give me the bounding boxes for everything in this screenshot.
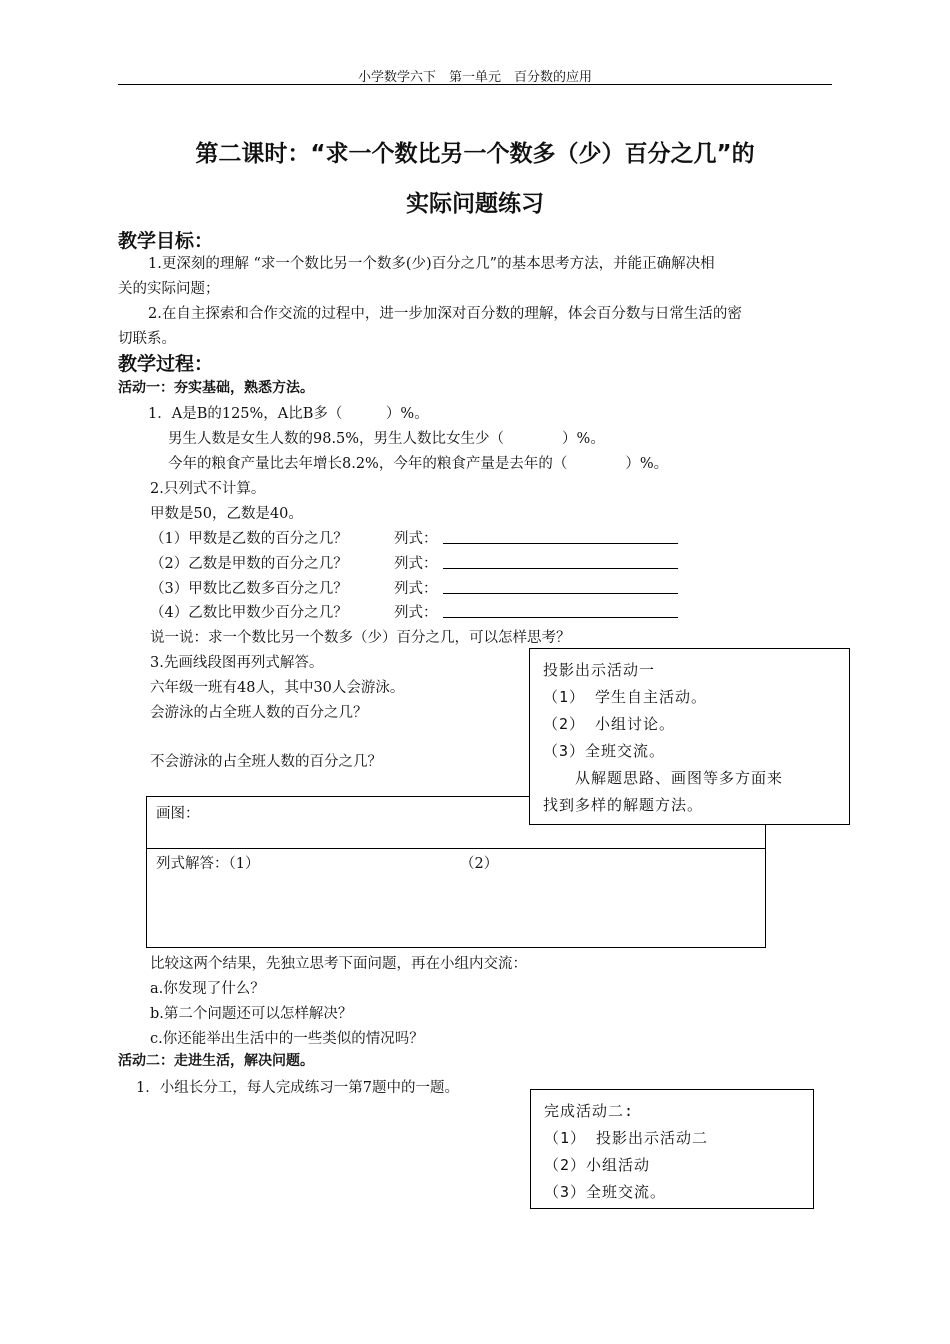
q2-item-4-label: 列式：: [394, 605, 438, 621]
process-heading: 教学过程：: [118, 353, 214, 375]
note-box-activity1: [529, 648, 850, 825]
q2-item-3-answer-line[interactable]: [443, 593, 678, 594]
note1-title: 投影出示活动一: [543, 661, 656, 679]
q2-item-1: （1）甲数是乙数的百分之几？: [150, 531, 348, 547]
objective-2-line1: 2.在自主探索和合作交流的过程中，进一步加深对百分数的理解，体会百分数与日常生活的密: [148, 306, 742, 322]
q1-part-c: 今年的粮食产量比去年增长8.2%，今年的粮食产量是去年的（ ）%。: [168, 456, 669, 472]
q2-item-2-answer-line[interactable]: [443, 568, 678, 569]
note2-line3: （3）全班交流。: [544, 1183, 667, 1201]
draw-label: 画图：: [156, 806, 200, 822]
header-rule: [118, 84, 832, 85]
q2-title: 2.只列式不计算。: [150, 481, 266, 497]
note2-line2: （2）小组活动: [544, 1156, 651, 1174]
objective-1-line1: 1.更深刻的理解 “求一个数比另一个数多(少)百分之几”的基本思考方法，并能正确解决相: [148, 256, 715, 272]
say-prompt: 说一说：求一个数比另一个数多（少）百分之几，可以怎样思考？: [150, 630, 571, 646]
q2-given: 甲数是50，乙数是40。: [150, 506, 303, 522]
lesson-title-line2: 实际问题练习: [406, 191, 544, 217]
q3-title: 3.先画线段图再列式解答。: [150, 655, 324, 671]
q3-given: 六年级一班有48人，其中30人会游泳。: [150, 680, 405, 696]
page-header: 小学数学六下 第一单元 百分数的应用: [357, 70, 592, 85]
q3-question-1: 会游泳的占全班人数的百分之几？: [150, 705, 368, 721]
objective-1-line2: 关的实际问题；: [118, 281, 220, 297]
note-box-activity2: [530, 1089, 814, 1209]
q3-question-2: 不会游泳的占全班人数的百分之几？: [150, 754, 382, 770]
activity2-heading: 活动二：走进生活，解决问题。: [118, 1053, 314, 1069]
q1-part-a: 1．A是B的125%，A比B多（ ）%。: [148, 406, 429, 422]
q2-item-3-label: 列式：: [394, 581, 438, 597]
q2-item-3: （3）甲数比乙数多百分之几？: [150, 581, 348, 597]
note1-line3: （3）全班交流。: [543, 742, 666, 760]
q1-part-b: 男生人数是女生人数的98.5%，男生人数比女生少（ ）%。: [168, 431, 605, 447]
question-a: a.你发现了什么？: [150, 981, 265, 997]
q2-item-2-label: 列式：: [394, 556, 438, 572]
question-c: c.你还能举出生活中的一些类似的情况吗？: [150, 1031, 424, 1047]
note1-line2: （2） 小组讨论。: [543, 715, 676, 733]
solve-label: 列式解答：（1）: [156, 856, 260, 872]
q2-item-4-answer-line[interactable]: [443, 617, 678, 618]
q2-item-4: （4）乙数比甲数少百分之几？: [150, 605, 348, 621]
activity1-heading: 活动一：夯实基础，熟悉方法。: [118, 380, 314, 396]
solve-label-2: （2）: [460, 856, 499, 872]
compare-prompt: 比较这两个结果，先独立思考下面问题，再在小组内交流：: [150, 956, 527, 972]
q2-item-1-label: 列式：: [394, 531, 438, 547]
note2-line1: （1） 投影出示活动二: [544, 1129, 709, 1147]
q2-item-2: （2）乙数是甲数的百分之几？: [150, 556, 348, 572]
note1-line4: 从解题思路、画图等多方面来: [543, 769, 784, 787]
activity2-item-1: 1．小组长分工，每人完成练习一第7题中的一题。: [136, 1080, 459, 1096]
q2-item-1-answer-line[interactable]: [443, 543, 678, 544]
objectives-heading: 教学目标：: [118, 230, 214, 252]
question-b: b.第二个问题还可以怎样解决？: [150, 1006, 353, 1022]
note2-title: 完成活动二:: [544, 1102, 635, 1120]
note1-line5: 找到多样的解题方法。: [543, 796, 704, 814]
objective-2-line2: 切联系。: [118, 331, 176, 347]
answer-box-divider: [147, 848, 765, 849]
lesson-title-line1: 第二课时：“求一个数比另一个数多（少）百分之几”的: [195, 141, 755, 167]
note1-line1: （1） 学生自主活动。: [543, 688, 708, 706]
